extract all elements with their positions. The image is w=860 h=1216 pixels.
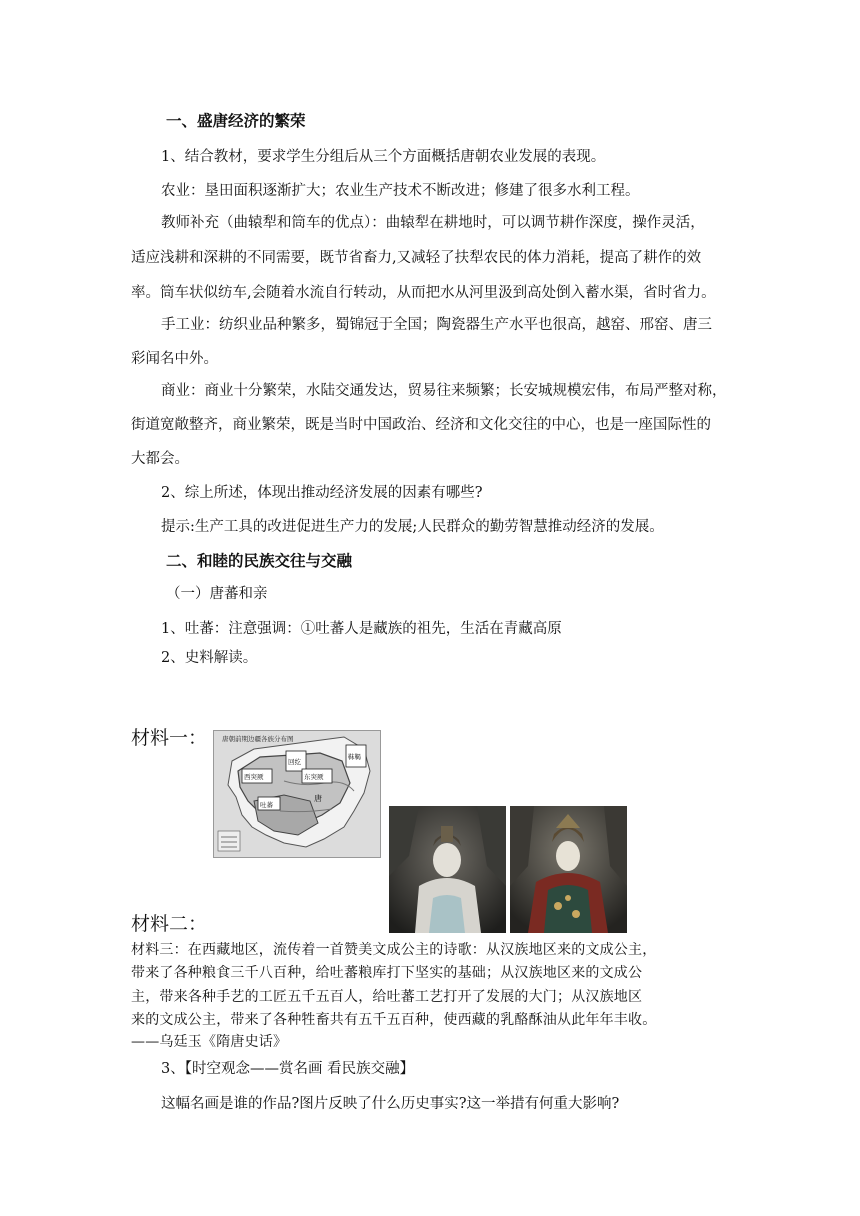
teacher-note-line: 率。筒车状似纺车,会随着水流自行转动，从而把水从河里汲到高处倒入蓄水渠，省时省力。: [131, 285, 716, 301]
map-graphic: [214, 731, 380, 857]
item-3-heading: 3、【时空观念——赏名画 看民族交融】: [161, 1061, 415, 1077]
map-label-mohe: 靺鞨: [348, 753, 361, 761]
map-label-huihe: 回纥: [288, 758, 301, 766]
teacher-note-line: 适应浅耕和深耕的不同需要，既节省畜力,又减轻了扶犁农民的体力消耗，提高了耕作的效: [131, 250, 702, 266]
section2-heading: 二、和睦的民族交往与交融: [166, 552, 353, 570]
question-2: 2、综上所述，体现出推动经济发展的因素有哪些?: [161, 485, 483, 501]
teacher-note-line: 教师补充（曲辕犁和筒车的优点）：曲辕犁在耕地时，可以调节耕作深度，操作灵活，: [161, 215, 705, 231]
material-3-line: 主，带来各种手艺的工匠五千五百人，给吐蕃工艺打开了发展的大门；从汉族地区: [131, 989, 643, 1005]
tang-frontier-map: [213, 730, 381, 858]
subsection-heading: （一）唐蕃和亲: [166, 586, 268, 602]
handicraft-line: 彩闻名中外。: [131, 351, 218, 367]
section1-heading: 一、盛唐经济的繁荣: [166, 112, 306, 130]
material-1-label: 材料一：: [131, 727, 208, 749]
material-3-line: 带来了各种粮食三千八百种，给吐蕃粮库打下坚实的基础；从汉族地区来的文成公: [131, 965, 643, 981]
map-label-west-turks: 西突厥: [244, 773, 264, 781]
material-3-line: 材料三：在西藏地区，流传着一首赞美文成公主的诗歌：从汉族地区来的文成公主，: [131, 942, 657, 958]
commerce-line: 大都会。: [131, 451, 189, 467]
agriculture-paragraph: 农业：垦田面积逐渐扩大；农业生产技术不断改进；修建了很多水利工程。: [161, 183, 640, 199]
commerce-line: 街道宽敞整齐，商业繁荣，既是当时中国政治、经济和文化交往的中心，也是一座国际性的: [131, 417, 711, 433]
item-2: 2、史料解读。: [161, 650, 258, 666]
map-label-tang: 唐: [314, 794, 322, 803]
question-1: 1、结合教材，要求学生分组后从三个方面概括唐朝农业发展的表现。: [161, 149, 606, 165]
map-label-east-turks: 东突厥: [304, 773, 324, 781]
statue-photo-princess-wencheng: [510, 806, 627, 933]
map-label-tubo: 吐蕃: [260, 801, 273, 809]
item-1: 1、吐蕃：注意强调：①吐蕃人是藏族的祖先，生活在青藏高原: [161, 621, 562, 637]
material-2-label: 材料二：: [131, 913, 208, 935]
statue-photo-songtsen-gampo: [389, 806, 506, 933]
painting-question: 这幅名画是谁的作品?图片反映了什么历史事实?这一举措有何重大影响?: [161, 1096, 620, 1112]
map-title: 唐朝前期边疆各族分布图: [222, 735, 294, 743]
hint-paragraph: 提示:生产工具的改进促进生产力的发展;人民群众的勤劳智慧推动经济的发展。: [161, 519, 664, 535]
material-3-source: ——乌廷玉《隋唐史话》: [131, 1034, 288, 1050]
commerce-line: 商业：商业十分繁荣，水陆交通发达，贸易往来频繁；长安城规模宏伟，布局严整对称，: [161, 383, 727, 399]
material-3-line: 来的文成公主，带来了各种牲畜共有五千五百种，使西藏的乳酪酥油从此年年丰收。: [131, 1012, 657, 1028]
handicraft-line: 手工业：纺织业品种繁多，蜀锦冠于全国；陶瓷器生产水平也很高，越窑、邢窑、唐三: [161, 317, 712, 333]
